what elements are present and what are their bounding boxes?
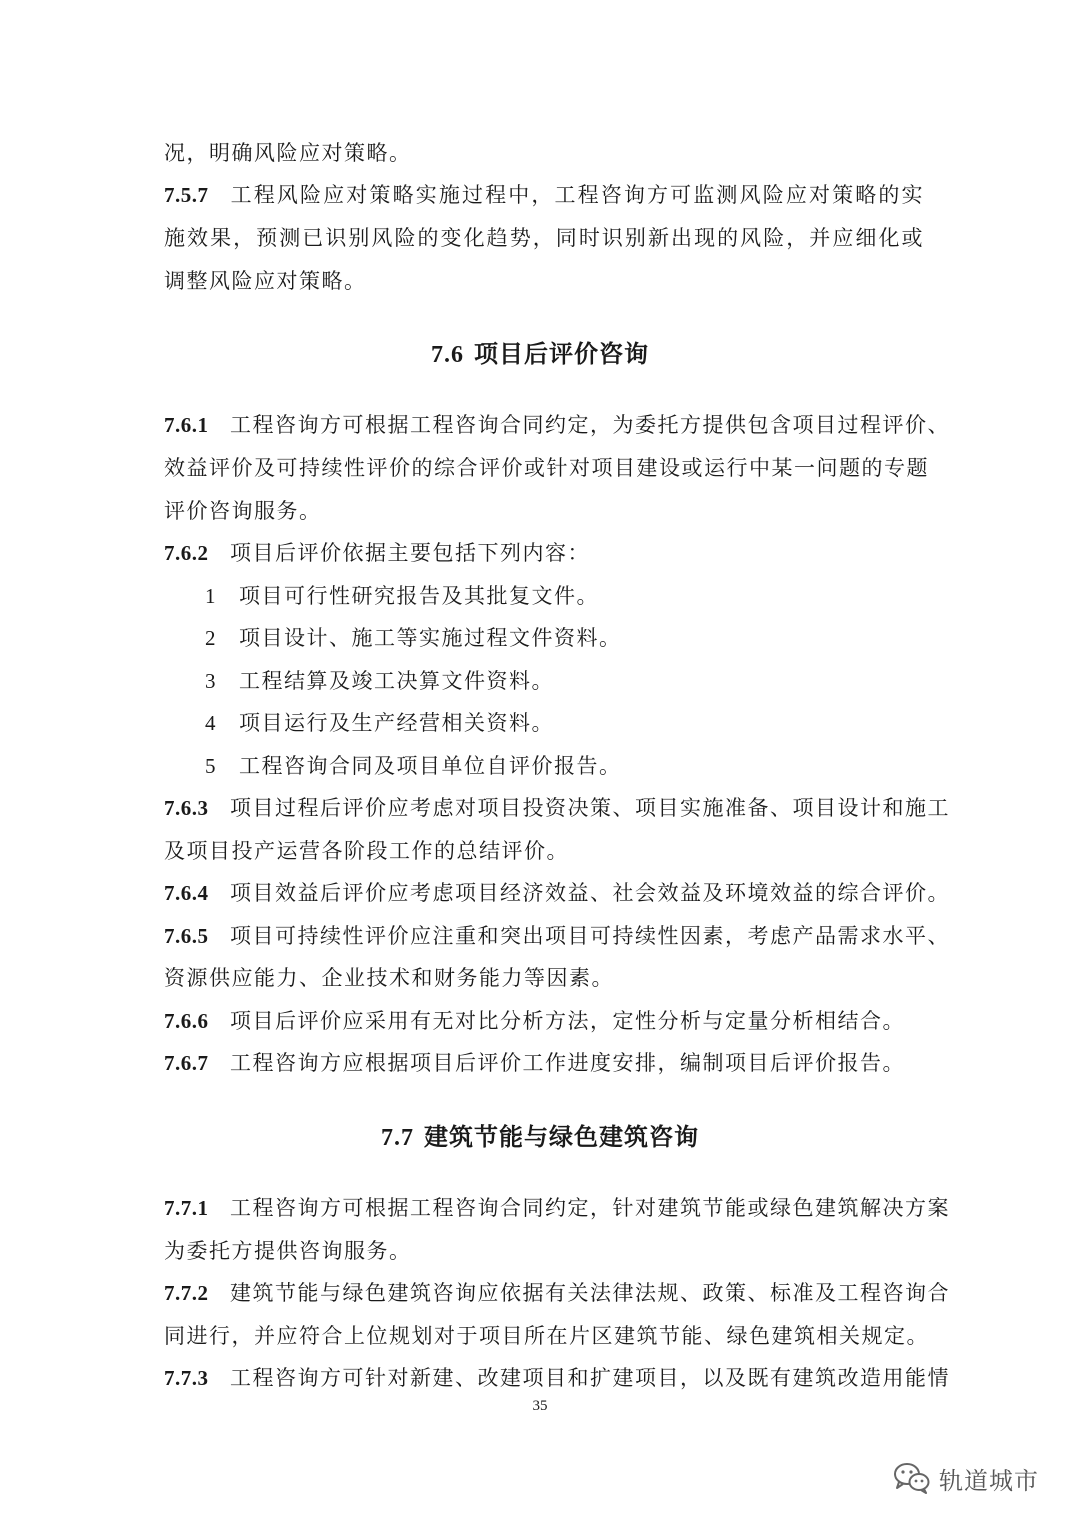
clause-number: 7.6.1 [164,413,209,437]
paragraph-text: 工程咨询方可根据工程咨询合同约定，为委托方提供包含项目过程评价、 [230,413,950,437]
paragraph-line [164,1321,929,1351]
list-item-text: 项目可行性研究报告及其批复文件。 [239,584,599,608]
section-title: 项目后评价咨询 [474,340,649,368]
paragraph-text: 项目过程后评价应考虑对项目投资决策、项目实施准备、项目设计和施工 [230,796,950,820]
clause-7-6-6 [164,1006,924,1036]
clause-number: 7.6.2 [164,541,209,565]
paragraph-text: 调整风险应对策略。 [164,269,367,293]
paragraph-text: 工程咨询方应根据项目后评价工作进度安排，编制项目后评价报告。 [230,1051,905,1075]
paragraph-text: 工程咨询方可根据工程咨询合同约定，针对建筑节能或绿色建筑解决方案 [230,1196,950,1220]
paragraph-line [164,138,924,168]
section-heading-7-6 [0,337,1080,372]
watermark-text: 轨道城市 [939,1466,1039,1495]
paragraph-line [164,1236,924,1266]
list-item [205,751,622,781]
paragraph-text: 效益评价及可持续性评价的综合评价或针对项目建设或运行中某一问题的专题 [164,456,929,480]
paragraph-line [164,836,924,866]
paragraph-text: 及项目投产运营各阶段工作的总结评价。 [164,839,569,863]
paragraph-line [164,453,929,483]
section-heading-7-7 [0,1120,1080,1155]
paragraph-line [164,266,924,296]
clause-number: 7.7.2 [164,1281,209,1305]
list-item-number: 3 [205,669,217,693]
list-item [205,623,622,653]
watermark [893,1458,1039,1498]
section-number: 7.6 [431,342,464,368]
list-item-text: 工程结算及竣工决算文件资料。 [239,669,554,693]
clause-7-6-7 [164,1048,924,1078]
paragraph-text: 项目效益后评价应考虑项目经济效益、社会效益及环境效益的综合评价。 [230,881,950,905]
list-item-number: 2 [205,626,217,650]
section-number: 7.7 [381,1125,414,1151]
clause-7-6-3 [164,793,950,823]
paragraph-text: 资源供应能力、企业技术和财务能力等因素。 [164,966,614,990]
paragraph-text: 工程风险应对策略实施过程中，工程咨询方可监测风险应对策略的实 [230,183,924,207]
paragraph-text: 为委托方提供咨询服务。 [164,1239,412,1263]
clause-number: 7.5.7 [164,183,209,207]
clause-number: 7.6.3 [164,796,209,820]
paragraph-text: 项目后评价依据主要包括下列内容： [230,541,590,565]
paragraph-line [164,963,924,993]
list-item [205,666,554,696]
page-number: 35 [532,1398,548,1414]
clause-7-7-2 [164,1278,950,1308]
clause-7-6-1 [164,410,950,440]
paragraph-text: 况，明确风险应对策略。 [164,141,412,165]
clause-number: 7.6.5 [164,924,209,948]
clause-number: 7.7.3 [164,1366,209,1390]
list-item [205,581,599,611]
list-item-number: 1 [205,584,217,608]
section-title: 建筑节能与绿色建筑咨询 [424,1123,699,1151]
paragraph-text: 建筑节能与绿色建筑咨询应依据有关法律法规、政策、标准及工程咨询合 [230,1281,950,1305]
paragraph-line [164,496,924,526]
clause-7-7-3 [164,1363,950,1393]
clause-7-6-2 [164,538,924,568]
paragraph-text: 施效果，预测已识别风险的变化趋势，同时识别新出现的风险，并应细化或 [164,226,924,250]
list-item [205,708,554,738]
list-item-text: 工程咨询合同及项目单位自评价报告。 [239,754,622,778]
paragraph-line [164,223,924,253]
clause-7-7-1 [164,1193,950,1223]
paragraph-text: 同进行，并应符合上位规划对于项目所在片区建筑节能、绿色建筑相关规定。 [164,1324,929,1348]
list-item-text: 项目运行及生产经营相关资料。 [239,711,554,735]
clause-7-5-7 [164,180,924,210]
clause-7-6-4 [164,878,950,908]
clause-number: 7.6.7 [164,1051,209,1075]
list-item-number: 5 [205,754,217,778]
paragraph-text: 项目后评价应采用有无对比分析方法，定性分析与定量分析相结合。 [230,1009,905,1033]
list-item-text: 项目设计、施工等实施过程文件资料。 [239,626,622,650]
paragraph-text: 工程咨询方可针对新建、改建项目和扩建项目，以及既有建筑改造用能情 [230,1366,950,1390]
paragraph-text: 项目可持续性评价应注重和突出项目可持续性因素，考虑产品需求水平、 [230,924,950,948]
clause-7-6-5 [164,921,950,951]
paragraph-text: 评价咨询服务。 [164,499,322,523]
clause-number: 7.6.4 [164,881,209,905]
list-item-number: 4 [205,711,217,735]
wechat-icon [893,1462,931,1494]
clause-number: 7.6.6 [164,1009,209,1033]
clause-number: 7.7.1 [164,1196,209,1220]
